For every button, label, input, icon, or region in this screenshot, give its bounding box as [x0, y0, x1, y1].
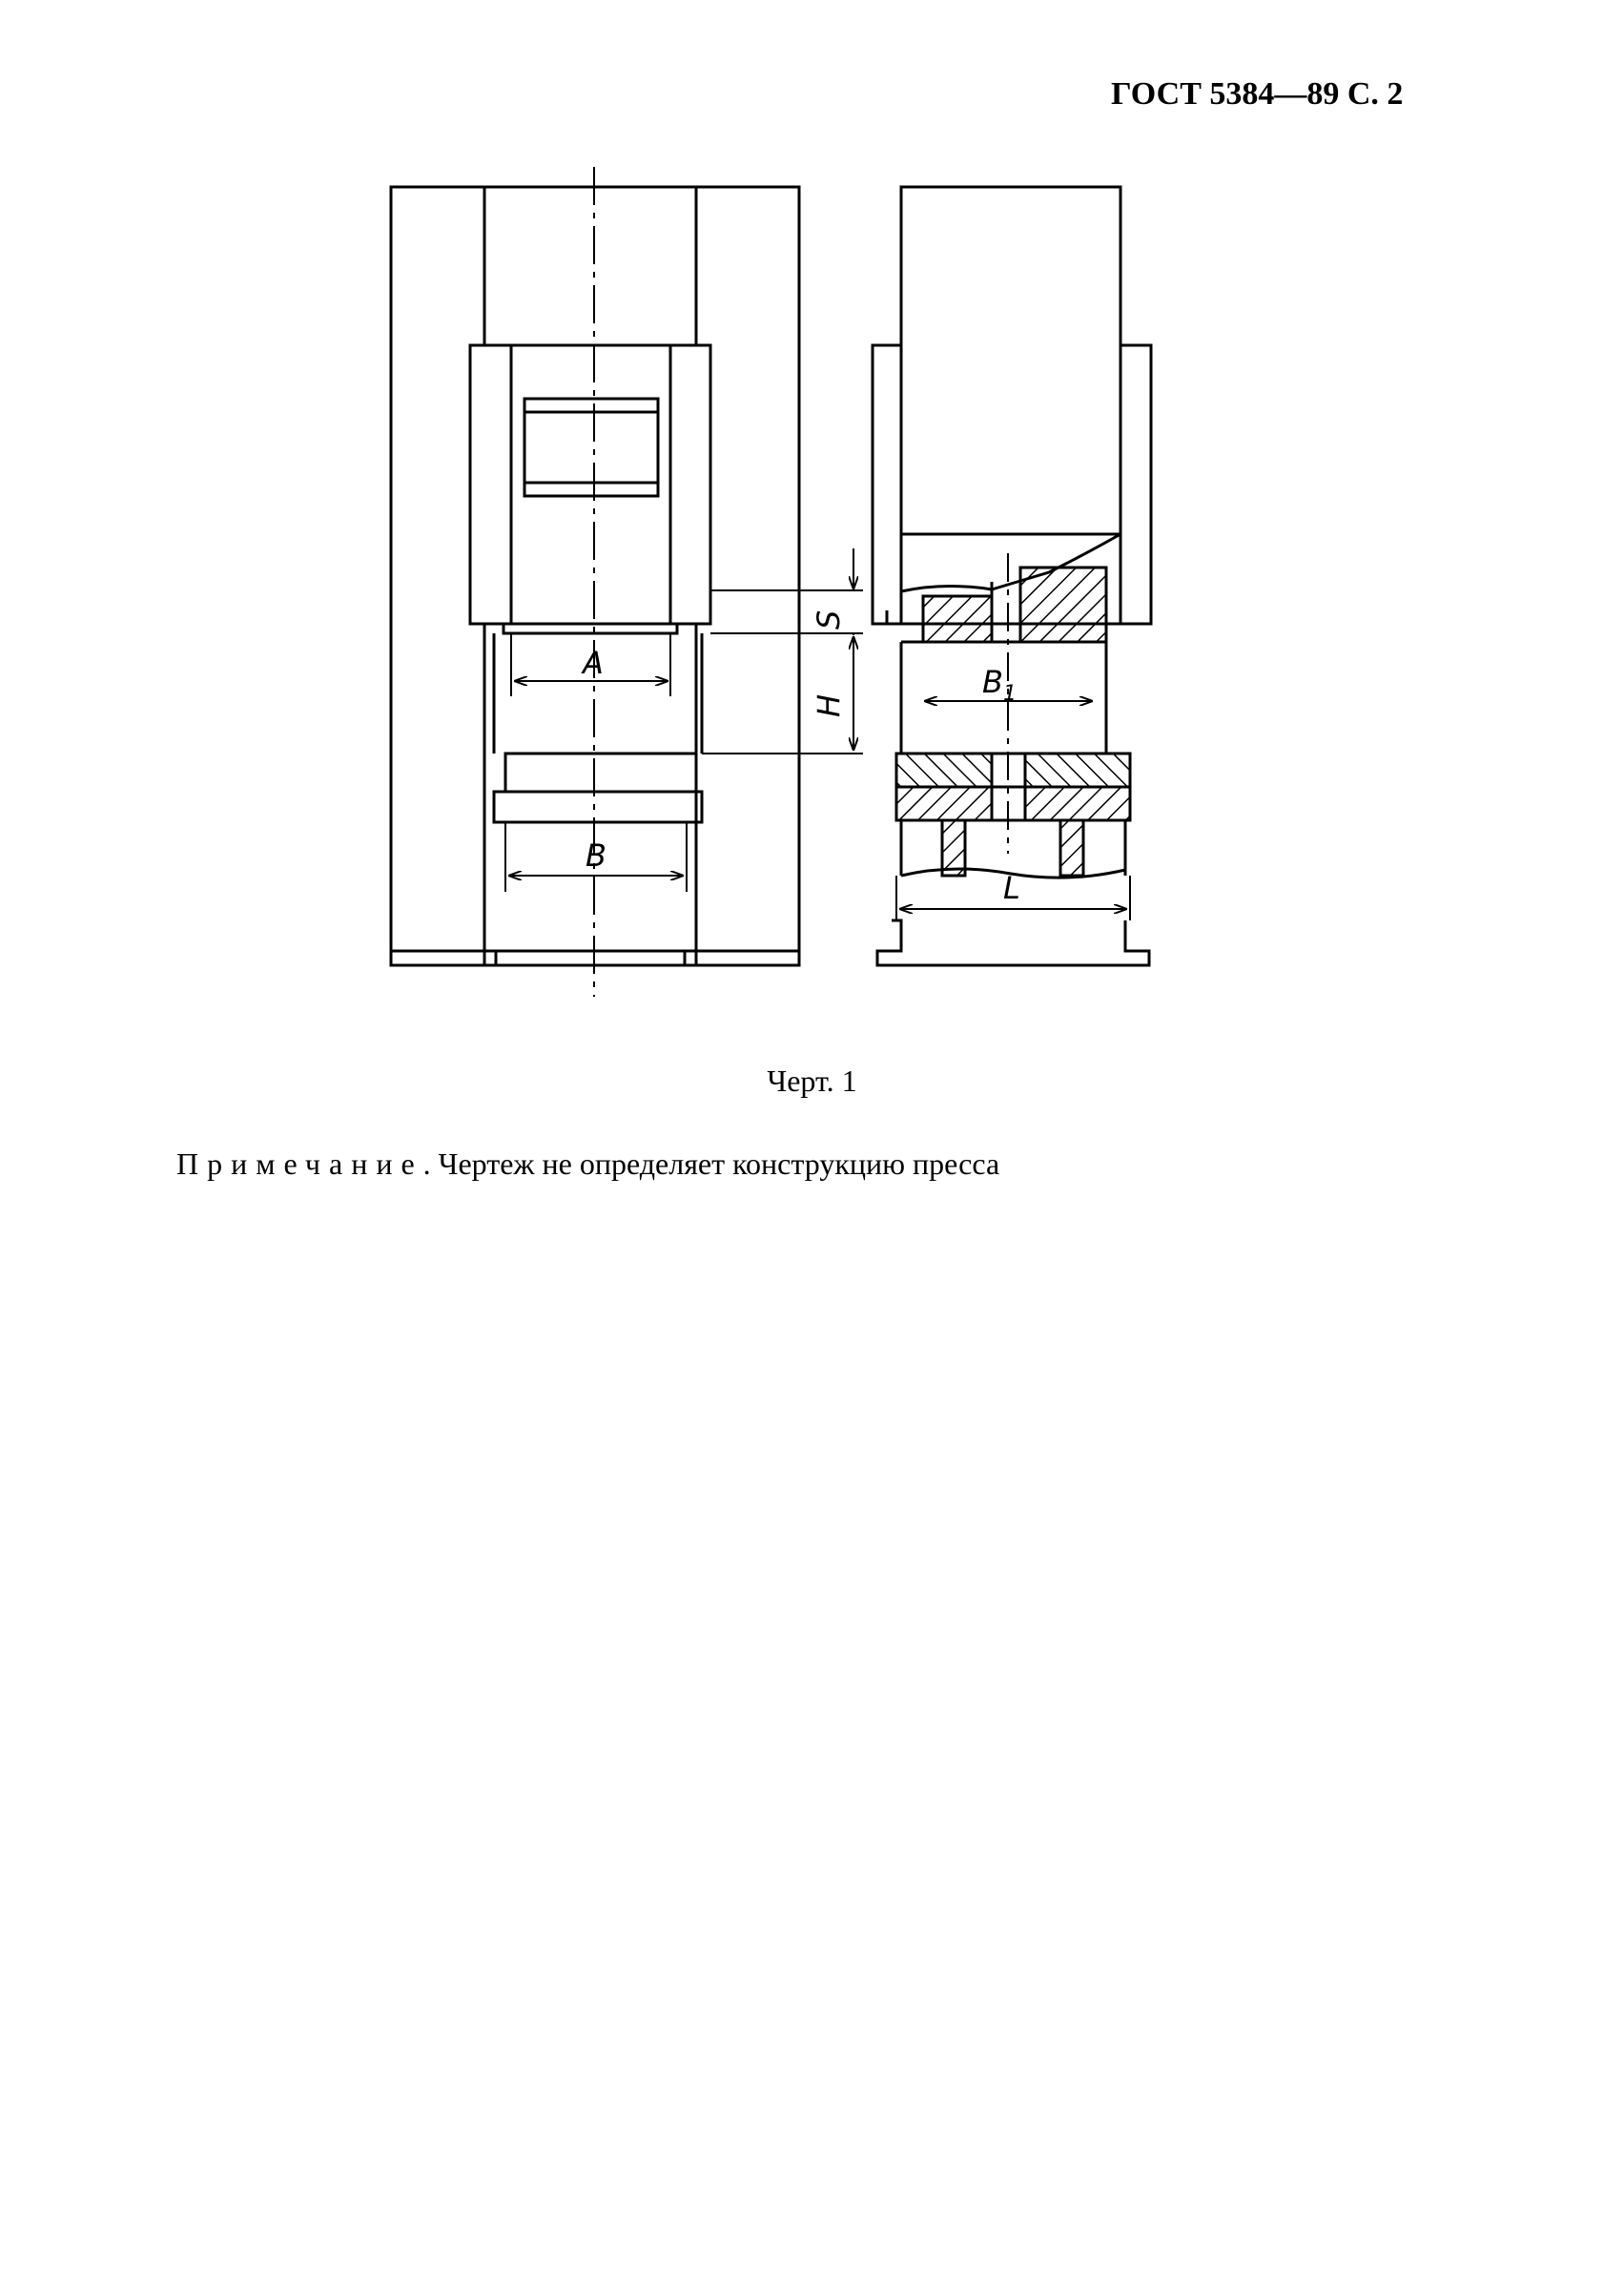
page-header: ГОСТ 5384—89 С. 2: [1111, 76, 1404, 112]
dimension-b1-subscript: 1: [1003, 682, 1017, 706]
side-slide-hatch-left: [923, 596, 992, 642]
dimension-l-label: L: [1003, 870, 1020, 906]
figure-caption: Черт. 1: [767, 1064, 857, 1098]
note-label: Примечание: [176, 1146, 423, 1181]
press-drawing: [0, 0, 1624, 1049]
dimension-b-label: B: [586, 837, 606, 874]
note: [176, 1146, 999, 1182]
side-upper-body: [901, 187, 1120, 534]
side-base: [877, 920, 1149, 965]
front-slide: [470, 345, 710, 624]
side-slide-hatch-right: [1020, 568, 1106, 642]
front-bolster: [505, 754, 696, 792]
note-text: . Чертеж не определяет конструкцию пресса: [422, 1146, 1000, 1181]
front-table: [494, 792, 702, 822]
dimension-s-label: S: [811, 609, 847, 630]
dimension-h-label: H: [811, 693, 847, 717]
dimension-s-h: [702, 548, 863, 754]
dimension-a-label: A: [583, 645, 604, 681]
dimension-b1-label: B: [982, 664, 1003, 700]
side-view: [873, 187, 1151, 965]
